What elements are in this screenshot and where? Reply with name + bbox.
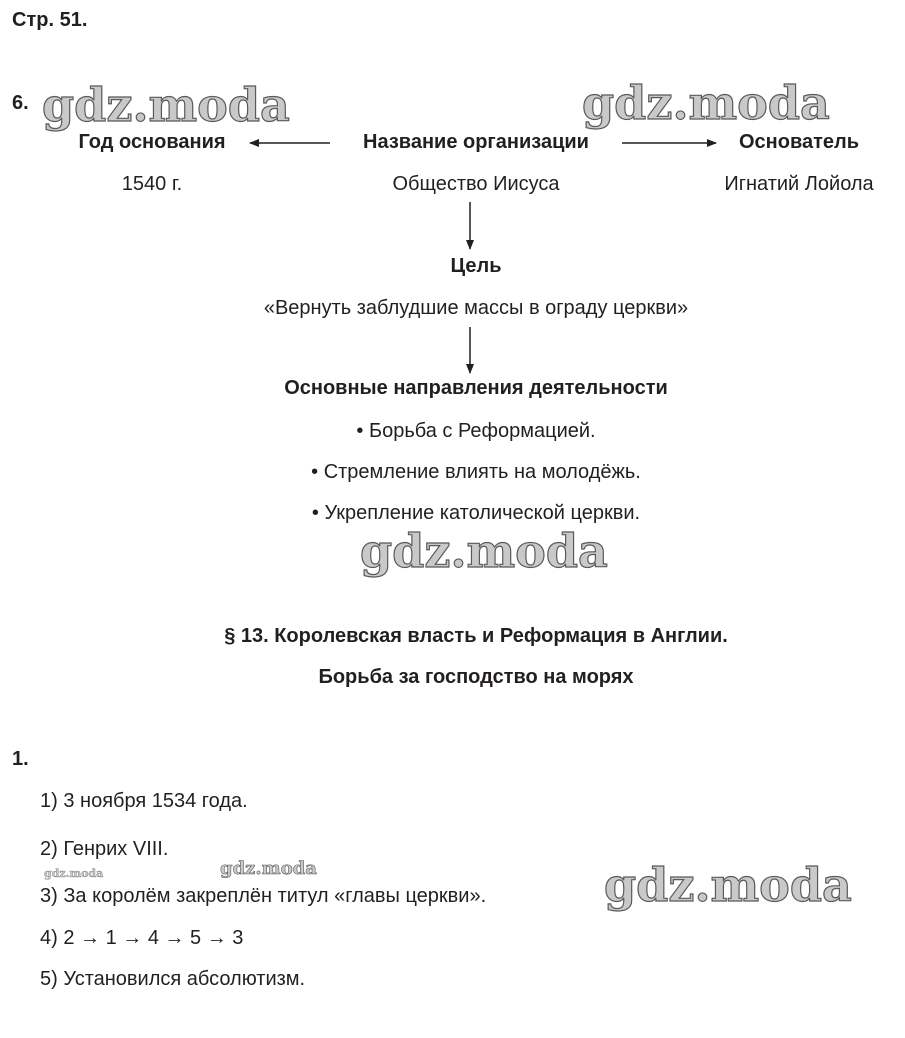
- answer-item: 5) Установился абсолютизм.: [40, 968, 306, 990]
- founder-header: Основатель: [738, 131, 860, 153]
- task-number: 1.: [12, 748, 29, 770]
- answer-item: 3) За королём закреплён титул «главы церкви».: [40, 885, 487, 907]
- watermark-logo: gdz.moda: [44, 867, 104, 880]
- goal-value: «Вернуть заблудшие массы в ограду церкви»: [263, 297, 689, 319]
- answer-item: 4) 2 → 1 → 4 → 5 → 3: [40, 927, 244, 949]
- founding-year-value: 1540 г.: [121, 173, 183, 195]
- direction-item: • Борьба с Реформацией.: [356, 420, 596, 442]
- organization-name-value: Общество Иисуса: [392, 173, 560, 195]
- answer-item: 1) 3 ноября 1534 года.: [40, 790, 248, 812]
- watermark-logo: gdz.moda: [604, 858, 852, 912]
- direction-item: • Стремление влиять на молодёжь.: [311, 461, 641, 483]
- answer-item: 2) Генрих VIII.: [40, 838, 169, 860]
- watermark-logo: gdz.moda: [582, 76, 830, 130]
- founding-year-header: Год основания: [78, 131, 226, 153]
- founder-value: Игнатий Лойола: [724, 173, 874, 195]
- watermark-logo: gdz.moda: [220, 858, 317, 879]
- watermark-logo: gdz.moda: [42, 78, 290, 132]
- page-reference: Стр. 51.: [12, 9, 88, 31]
- task-number: 6.: [12, 92, 29, 114]
- directions-header: Основные направления деятельности: [284, 377, 668, 399]
- direction-item: • Укрепление католической церкви.: [311, 502, 641, 524]
- goal-header: Цель: [450, 255, 502, 277]
- section-title: § 13. Королевская власть и Реформация в Англии.: [224, 625, 728, 647]
- organization-name-header: Название организации: [363, 131, 589, 153]
- watermark-logo: gdz.moda: [360, 524, 608, 578]
- section-subtitle: Борьба за господство на морях: [318, 666, 634, 688]
